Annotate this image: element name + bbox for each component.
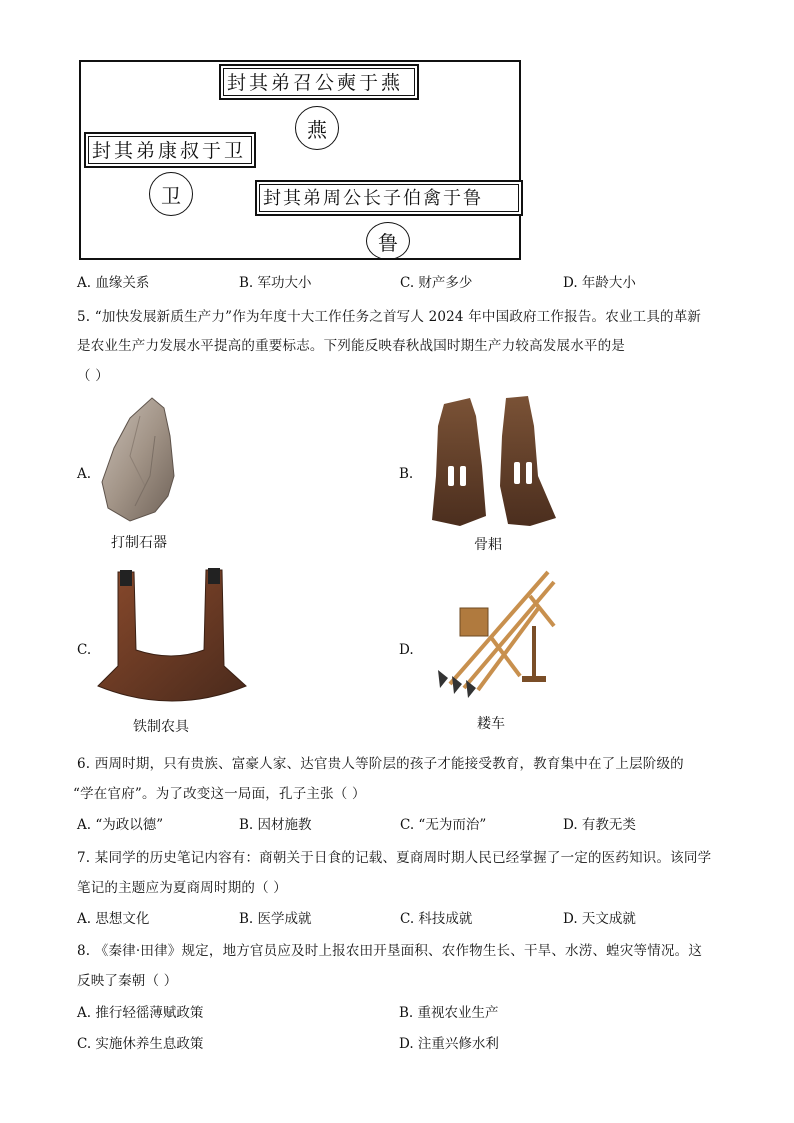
caption-seed-drill: 耧车 bbox=[477, 716, 505, 732]
q5-stem-line2: 是农业生产力发展水平提高的重要标志。下列能反映春秋战国时期生产力较高发展水平的是 bbox=[77, 338, 625, 354]
caption-bone-spade: 骨耜 bbox=[474, 537, 502, 553]
iron-tool-image bbox=[96, 566, 248, 712]
tag-lu-text: 封其弟周公长子伯禽于鲁 bbox=[263, 188, 483, 209]
q8-option-a[interactable]: A. 推行轻徭薄赋政策 bbox=[77, 1005, 204, 1021]
q5-option-a[interactable]: A. bbox=[77, 466, 92, 482]
stone-tool-image bbox=[100, 396, 176, 526]
q7-option-c[interactable]: C. 科技成就 bbox=[400, 911, 473, 927]
q6-stem-line1: 6. 西周时期，只有贵族、富豪人家、达官贵人等阶层的孩子才能接受教育，教育集中在了上层阶级的 bbox=[77, 756, 684, 772]
bone-spade-image bbox=[426, 396, 558, 528]
q6-option-a[interactable]: A. “为政以德” bbox=[77, 817, 164, 833]
q6-option-c[interactable]: C. “无为而治” bbox=[400, 817, 487, 833]
q4-option-c[interactable]: C. 财产多少 bbox=[400, 275, 473, 291]
q8-stem-line1: 8. 《秦律·田律》规定，地方官员应及时上报农田开垦面积、农作物生长、干旱、水涝、蝗灾等情况。这 bbox=[77, 943, 703, 959]
q7-option-b[interactable]: B. 医学成就 bbox=[239, 911, 312, 927]
q6-option-d[interactable]: D. 有教无类 bbox=[563, 817, 636, 833]
q7-stem-line1: 7. 某同学的历史笔记内容有：商朝关于日食的记载、夏商周时期人民已经掌握了一定的医药知识。该同学 bbox=[77, 850, 712, 866]
q6-stem-line2: “学在官府”。为了改变这一局面，孔子主张（ ） bbox=[73, 786, 366, 802]
q5-stem-line1: 5. “加快发展新质生产力”作为年度十大工作任务之首写人 2024 年中国政府工作报告。农业工具的革新 bbox=[77, 309, 702, 325]
q5-stem-line3: （ ） bbox=[77, 368, 109, 384]
seed-drill-image bbox=[430, 566, 558, 704]
q4-option-a[interactable]: A. 血缘关系 bbox=[77, 275, 150, 291]
caption-stone-tool: 打制石器 bbox=[111, 535, 167, 551]
tag-wei-text: 封其弟康叔于卫 bbox=[92, 140, 247, 162]
q5-option-c[interactable]: C. bbox=[77, 642, 92, 658]
q6-option-b[interactable]: B. 因材施教 bbox=[239, 817, 312, 833]
tag-yan bbox=[219, 64, 419, 100]
q5-option-d[interactable]: D. bbox=[399, 642, 414, 658]
circle-wei: 卫 bbox=[149, 172, 193, 216]
caption-iron-tool: 铁制农具 bbox=[133, 719, 189, 735]
q7-option-d[interactable]: D. 天文成就 bbox=[563, 911, 636, 927]
q7-option-a[interactable]: A. 思想文化 bbox=[77, 911, 150, 927]
q4-option-b[interactable]: B. 军功大小 bbox=[239, 275, 312, 291]
q5-option-b[interactable]: B. bbox=[399, 466, 414, 482]
tag-yan-text: 封其弟召公奭于燕 bbox=[227, 72, 404, 94]
q8-option-d[interactable]: D. 注重兴修水利 bbox=[399, 1036, 499, 1052]
q4-option-d[interactable]: D. 年龄大小 bbox=[563, 275, 636, 291]
tag-wei bbox=[84, 132, 256, 168]
q8-option-b[interactable]: B. 重视农业生产 bbox=[399, 1005, 499, 1021]
circle-yan: 燕 bbox=[295, 106, 339, 150]
circle-lu: 鲁 bbox=[366, 222, 410, 260]
q7-stem-line2: 笔记的主题应为夏商周时期的（ ） bbox=[77, 880, 287, 896]
q8-option-c[interactable]: C. 实施休养生息政策 bbox=[77, 1036, 204, 1052]
tag-lu bbox=[255, 180, 523, 216]
q8-stem-line2: 反映了秦朝（ ） bbox=[77, 973, 178, 989]
feudal-map-diagram bbox=[79, 60, 521, 260]
